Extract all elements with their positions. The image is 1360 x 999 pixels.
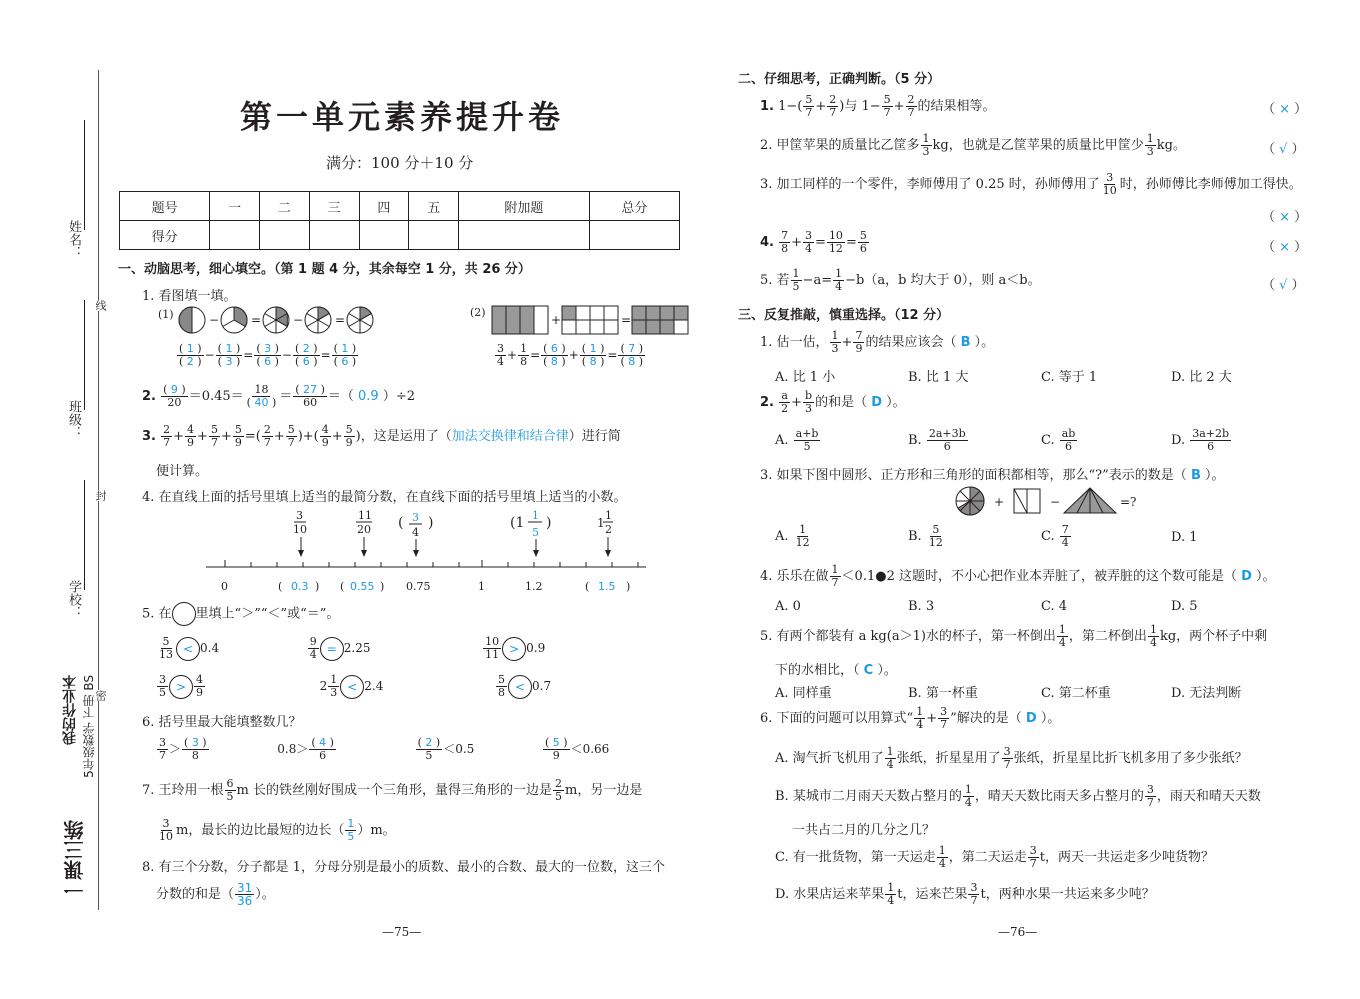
shapes-figure	[954, 484, 1137, 518]
svg-text:=?: =?	[1120, 495, 1137, 509]
option[interactable]: C. $\frac{7}{4}$	[1041, 523, 1069, 549]
option[interactable]: C. $\frac{ab}{6}$	[1041, 427, 1076, 453]
judge-mark[interactable]: （ × ）	[1262, 210, 1308, 225]
s3-q4: 4. 乐乐在做 $\frac{1}{7}$ ＜0.1●2 这题时，不小心把作业本弄脏了，被弄脏的这个数可能是（ D ）。	[760, 563, 1276, 589]
page-title: 第一单元素养提升卷	[240, 98, 565, 136]
svg-text:=: =	[251, 313, 262, 327]
q3-answer[interactable]: 加法交换律和结合律	[451, 429, 569, 444]
s1-q1: 1. 看图填一填。	[142, 289, 237, 304]
svg-text:0.75: 0.75	[406, 580, 431, 593]
svg-text:4: 4	[412, 526, 419, 539]
school-label: 学校：	[66, 580, 81, 619]
compare-circle[interactable]: <	[176, 637, 200, 661]
svg-text:+: +	[994, 495, 1005, 509]
secret-line-label: 密	[94, 690, 107, 701]
s3-q5: 5. 有两个都装有 a kg(a＞1)水的杯子，第一杯倒出 $\frac{1}{4}$ ，第二杯倒出 $\frac{1}{4}$ kg，两个杯子中剩	[760, 623, 1268, 649]
option[interactable]: C. 4	[1041, 599, 1068, 614]
col-header: 二	[259, 192, 309, 221]
compare-circle[interactable]: <	[508, 675, 532, 699]
class-field[interactable]	[84, 300, 85, 410]
compare-circle[interactable]: >	[169, 675, 193, 699]
score-cell[interactable]	[359, 221, 409, 250]
svg-text:=: =	[621, 313, 632, 327]
score-cell[interactable]	[259, 221, 309, 250]
svg-text:): )	[380, 580, 385, 593]
s1-q5: 5. 在 里填上“＞”“＜”或“＝”。	[142, 602, 339, 626]
score-row	[120, 221, 680, 250]
svg-text:3: 3	[412, 511, 419, 524]
option[interactable]: D. 无法判断	[1171, 686, 1242, 701]
q1-part2-answer: $\frac{3}{4}$ + $\frac{1}{8}$ = $\frac{( 6 )}{( 8 )}$ + $\frac{( 1 )}{( 8 )}$ = $\frac{( 7 )}{( 8 )}$	[497, 342, 644, 368]
q1-part2-label: (2)	[470, 306, 486, 319]
compare-circle[interactable]: <	[340, 675, 364, 699]
svg-text:1: 1	[597, 516, 605, 530]
option[interactable]: B. 3	[908, 599, 935, 614]
option[interactable]: D. 比 2 大	[1171, 370, 1232, 385]
s3-q3: 3. 如果下图中圆形、正方形和三角形的面积都相等，那么“?”表示的数是（ B ）。	[760, 468, 1225, 483]
compare-circle[interactable]: =	[320, 637, 344, 661]
judge-mark[interactable]: （ × ）	[1262, 102, 1308, 117]
s2-q4: 4. $\frac{7}{8}$ + $\frac{3}{4}$ = $\frac{10}{12}$ = $\frac{5}{6}$	[760, 229, 867, 255]
s3-q2: 2. $\frac{a}{2}$ + $\frac{b}{3}$ 的和是（ D ）。	[760, 389, 906, 415]
score-cell[interactable]	[459, 221, 590, 250]
s1-q8: 8. 有三个分数，分子都是 1，分母分别是最小的质数、最小的合数、最大的一位数，这三个	[142, 860, 665, 875]
full-score: 满分：100 分＋10 分	[326, 154, 474, 172]
option[interactable]: D. 1	[1171, 530, 1198, 545]
compare-circle[interactable]: >	[502, 637, 526, 661]
s3-q5-cont: 下的水相比，（ C ）。	[775, 663, 897, 678]
s3-q6-option-d[interactable]: D. 水果店运来苹果 $\frac{1}{4}$ t，运来芒果 $\frac{3}{7}$ t，两种水果一共运来多少吨？	[775, 881, 1155, 907]
svg-text:): )	[546, 515, 552, 531]
svg-text:−: −	[1050, 495, 1061, 509]
judge-mark[interactable]: （ √ ）	[1262, 278, 1305, 293]
svg-text:20: 20	[357, 523, 371, 536]
s3-q3-options	[775, 524, 1295, 552]
class-label: 班级：	[66, 400, 81, 439]
s2-q2: 2. 甲筐苹果的质量比乙筐多 $\frac{1}{3}$ kg，也就是乙筐苹果的质量比甲筐少 $\frac{1}{3}$ kg。	[760, 132, 1186, 158]
svg-text:0.55: 0.55	[350, 580, 375, 593]
option[interactable]: C. 等于 1	[1041, 370, 1098, 385]
col-header: 附加题	[459, 192, 590, 221]
s3-q6-option-c[interactable]: C. 有一批货物，第一天运走 $\frac{1}{4}$ ，第二天运走 $\frac{3}{7}$ t，两天一共运走多少吨货物？	[775, 844, 1214, 870]
option[interactable]: A. $\frac{1}{12}$	[775, 523, 810, 549]
page-number-right: —76—	[998, 925, 1038, 939]
svg-text:1: 1	[478, 580, 485, 593]
q1-part1-answer: $\frac{( 1 )}{( 2 )}$ − $\frac{( 1 )}{( 3 )}$ = $\frac{( 3 )}{( 6 )}$ − $\frac{( 2 )}{( 6 )}$ = $\frac{( 1 )}{( 6 )}$	[179, 342, 357, 368]
option[interactable]: B. 比 1 大	[908, 370, 969, 385]
svg-text:−: −	[293, 313, 304, 327]
fraction-rectangles	[490, 304, 690, 336]
score-table	[119, 191, 680, 250]
page-number-left: —75—	[382, 925, 422, 939]
option[interactable]: B. $\frac{5}{12}$	[908, 523, 943, 549]
brand-subtitle: 我的作业本	[62, 675, 78, 745]
section-2-heading: 二、仔细思考，正确判断。（5 分）	[738, 72, 941, 87]
option[interactable]: C. 第二杯重	[1041, 686, 1111, 701]
svg-text:1: 1	[605, 509, 612, 522]
brand-logo: 一课三练	[63, 820, 87, 900]
svg-text:(: (	[340, 580, 345, 593]
name-field[interactable]	[84, 120, 85, 230]
s3-q5-options	[775, 682, 1295, 701]
option[interactable]: A. 0	[775, 599, 801, 614]
section-1-heading: 一、动脑思考，细心填空。（第 1 题 4 分，其余每空 1 分，共 26 分）	[118, 262, 531, 277]
option[interactable]: B. 第一杯重	[908, 686, 978, 701]
score-table-header	[120, 192, 680, 221]
number-line	[200, 505, 660, 600]
svg-text:): )	[428, 515, 434, 531]
s3-q1-options	[775, 366, 1295, 385]
s3-q6-option-b-cont: 一共占二月的几分之几？	[792, 823, 936, 838]
fraction-circles	[176, 304, 386, 336]
s1-q8-cont: 分数的和是（ $\frac{31}{36}$ ）。	[156, 881, 275, 908]
s1-q5-row1: $\frac{5}{13}$ < 0.4 $\frac{9}{4}$ = 2.25 $\frac{10}{11}$ > 0.9	[159, 635, 546, 661]
cut-line-label: 线	[94, 300, 107, 311]
row-label: 得分	[120, 221, 210, 250]
svg-text:0.3: 0.3	[291, 580, 309, 593]
s1-q4: 4. 在直线上面的括号里填上适当的最简分数，在直线下面的括号里填上适当的小数。	[142, 490, 627, 505]
s1-q3-cont: 便计算。	[156, 464, 209, 479]
s3-q2-options	[775, 428, 1295, 453]
col-header: 五	[409, 192, 459, 221]
col-header: 四	[359, 192, 409, 221]
col-header: 一	[210, 192, 260, 221]
col-header: 总分	[589, 192, 679, 221]
school-field[interactable]	[84, 480, 85, 590]
s2-q1: 1. 1−( $\frac{5}{7}$ + $\frac{2}{7}$ )与 1− $\frac{5}{7}$ + $\frac{2}{7}$ 的结果相等。	[760, 93, 996, 119]
s1-q3: 3. $\frac{2}{7}$ + $\frac{4}{9}$ + $\frac{5}{7}$ + $\frac{5}{9}$ =( $\frac{2}{7}$ + $\frac{5}{7}$ )+( $\frac{4}{9}$ + $\frac{5}{9}$ )，这是运用了（加法交换律和结合律）进行简	[142, 423, 621, 449]
s1-q6-items: $\frac{3}{7}$ ＞ $\frac{( 3 )}{8}$ 0.8＞ $\frac{( 4 )}{6}$ $\frac{( 2 )}{5}$ ＜0.5 $\frac{( 5 )}{9}$ ＜0.66	[159, 736, 610, 762]
svg-text:10: 10	[293, 523, 307, 536]
option[interactable]: A. 比 1 小	[775, 370, 836, 385]
svg-text:1.2: 1.2	[525, 580, 543, 593]
score-cell[interactable]	[309, 221, 359, 250]
svg-text:3: 3	[296, 509, 303, 522]
s3-q1: 1. 估一估， $\frac{1}{3}$ + $\frac{7}{9}$ 的结果应该会（ B ）。	[760, 329, 995, 355]
q1-part1-label: (1)	[158, 308, 174, 321]
section-3-heading: 三、反复推敲，慎重选择。（12 分）	[738, 308, 950, 323]
s3-q6-option-b[interactable]: B. 某城市二月雨天天数占整月的 $\frac{1}{4}$ ，晴天天数比雨天多占整月的 $\frac{3}{7}$ ，雨天和晴天天数	[775, 783, 1261, 809]
svg-text:(: (	[278, 580, 283, 593]
name-label: 姓名：	[66, 220, 81, 259]
blank-circle-icon	[172, 602, 196, 626]
svg-text:2: 2	[605, 523, 612, 536]
seal-line-label: 封	[94, 490, 107, 501]
s1-q5-row2: $\frac{3}{5}$ > $\frac{4}{9}$ 2 $\frac{1}{3}$ < 2.4 $\frac{5}{8}$ < 0.7	[159, 673, 552, 699]
judge-mark[interactable]: （ × ）	[1262, 240, 1308, 255]
col-header: 三	[309, 192, 359, 221]
s1-q7: 7. 王玲用一根 $\frac{6}{5}$ m 长的铁丝刚好围成一个三角形，量得三角形的一边是 $\frac{2}{5}$ m，另一边是	[142, 777, 643, 803]
svg-text:(1: (1	[510, 515, 525, 531]
col-header: 题号	[120, 192, 210, 221]
svg-text:5: 5	[532, 526, 539, 539]
svg-text:−: −	[209, 313, 220, 327]
grade-label: 5年级数学 下册 BS	[82, 675, 96, 778]
score-cell[interactable]	[589, 221, 679, 250]
option[interactable]: A. 同样重	[775, 686, 832, 701]
option[interactable]: D. 5	[1171, 599, 1198, 614]
option[interactable]: B. $\frac{2a+3b}{6}$	[908, 427, 966, 453]
svg-text:11: 11	[358, 509, 372, 522]
score-cell[interactable]	[210, 221, 260, 250]
svg-text:): )	[315, 580, 320, 593]
s3-q6-option-a[interactable]: A. 淘气折飞机用了 $\frac{1}{4}$ 张纸，折星星用了 $\frac{3}{7}$ 张纸，折星星比折飞机多用了多少张纸？	[775, 745, 1248, 771]
svg-text:): )	[626, 580, 631, 593]
judge-mark[interactable]: （ √ ）	[1262, 142, 1305, 157]
s3-q4-options	[775, 599, 1295, 614]
s3-q6: 6. 下面的问题可以用算式“ $\frac{1}{4}$ + $\frac{3}{7}$ ”解决的是（ D ）。	[760, 705, 1061, 731]
svg-text:1: 1	[532, 509, 539, 522]
svg-text:1.5: 1.5	[598, 580, 616, 593]
svg-text:(: (	[398, 515, 404, 531]
tick-label: 0	[221, 580, 228, 593]
option[interactable]: D. $\frac{3a+2b}{6}$	[1171, 427, 1230, 453]
svg-text:=: =	[335, 313, 346, 327]
s1-q2: 2. $\frac{( 9 )}{20}$ ＝0.45＝ $\frac{18}{( 40 )}$ ＝ $\frac{( 27 )}{60}$ ＝（ 0.9 ）÷2	[142, 383, 416, 409]
s1-q7-cont: $\frac{3}{10}$ m，最长的边比最短的边长（ $\frac{1}{5}$ ）m。	[159, 817, 396, 843]
score-cell[interactable]	[409, 221, 459, 250]
s2-q3: 3. 加工同样的一个零件，李师傅用了 0.25 时，孙师傅用了 $\frac{3}{10}$ 时，孙师傅比李师傅加工得快。	[760, 171, 1302, 197]
s2-q5: 5. 若 $\frac{1}{5}$ −a= $\frac{1}{4}$ −b（a，b 均大于 0），则 a＜b。	[760, 267, 1041, 293]
svg-text:(: (	[585, 580, 590, 593]
option[interactable]: A. $\frac{a+b}{5}$	[775, 427, 819, 453]
s1-q6: 6. 括号里最大能填整数几？	[142, 715, 302, 730]
svg-text:+: +	[551, 313, 562, 327]
